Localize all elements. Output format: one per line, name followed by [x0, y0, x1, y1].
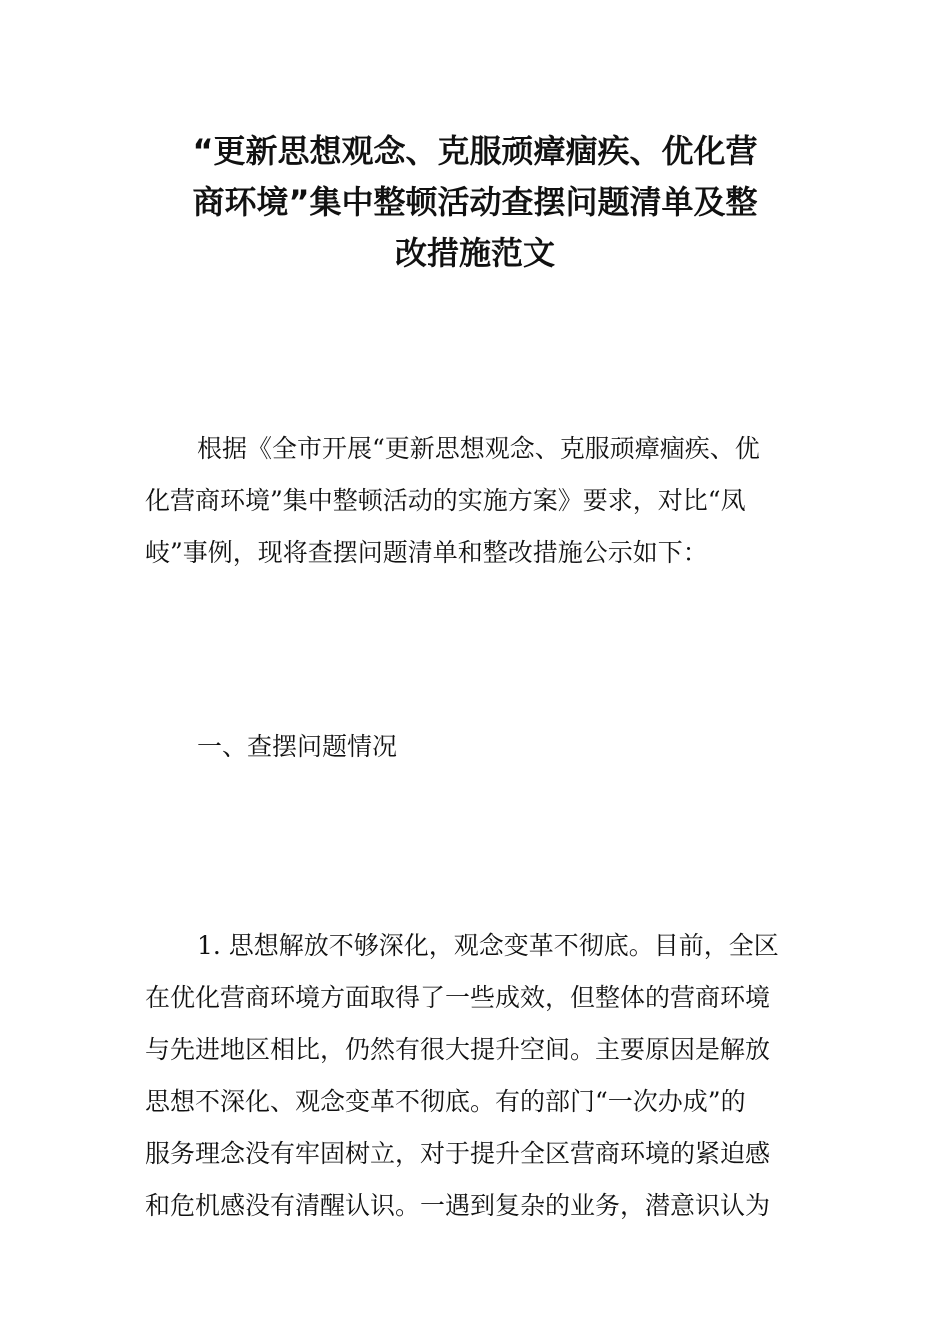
paragraph-line: 服务理念没有牢固树立，对于提升全区营商环境的紧迫感	[145, 1139, 771, 1168]
document-title	[145, 126, 805, 279]
paragraph-line: 根据《全市开展“更新思想观念、克服顽瘴痼疾、优	[197, 434, 760, 463]
paragraph-line: 思想不深化、观念变革不彻底。有的部门“一次办成”的	[145, 1087, 746, 1116]
title-line: 改措施范文	[394, 234, 555, 272]
paragraph-line: 1. 思想解放不够深化，观念变革不彻底。目前，全区	[197, 931, 779, 960]
title-line: 商环境”集中整顿活动查摆问题清单及整	[192, 183, 758, 221]
section-heading	[145, 721, 805, 773]
paragraph-line: 化营商环境”集中整顿活动的实施方案》要求，对比“凤	[145, 486, 746, 515]
paragraph-line: 在优化营商环境方面取得了一些成效，但整体的营商环境	[145, 983, 771, 1012]
paragraph-line: 和危机感没有清醒认识。一遇到复杂的业务，潜意识认为	[145, 1191, 771, 1220]
intro-paragraph	[145, 423, 805, 579]
paragraph-line: 岐”事例，现将查摆问题清单和整改措施公示如下：	[145, 538, 708, 567]
paragraph-line: 与先进地区相比，仍然有很大提升空间。主要原因是解放	[145, 1035, 771, 1064]
point-1-paragraph	[145, 920, 805, 1232]
section-heading-text: 一、查摆问题情况	[197, 732, 398, 761]
title-line: “更新思想观念、克服顽瘴痼疾、优化营	[192, 132, 758, 170]
